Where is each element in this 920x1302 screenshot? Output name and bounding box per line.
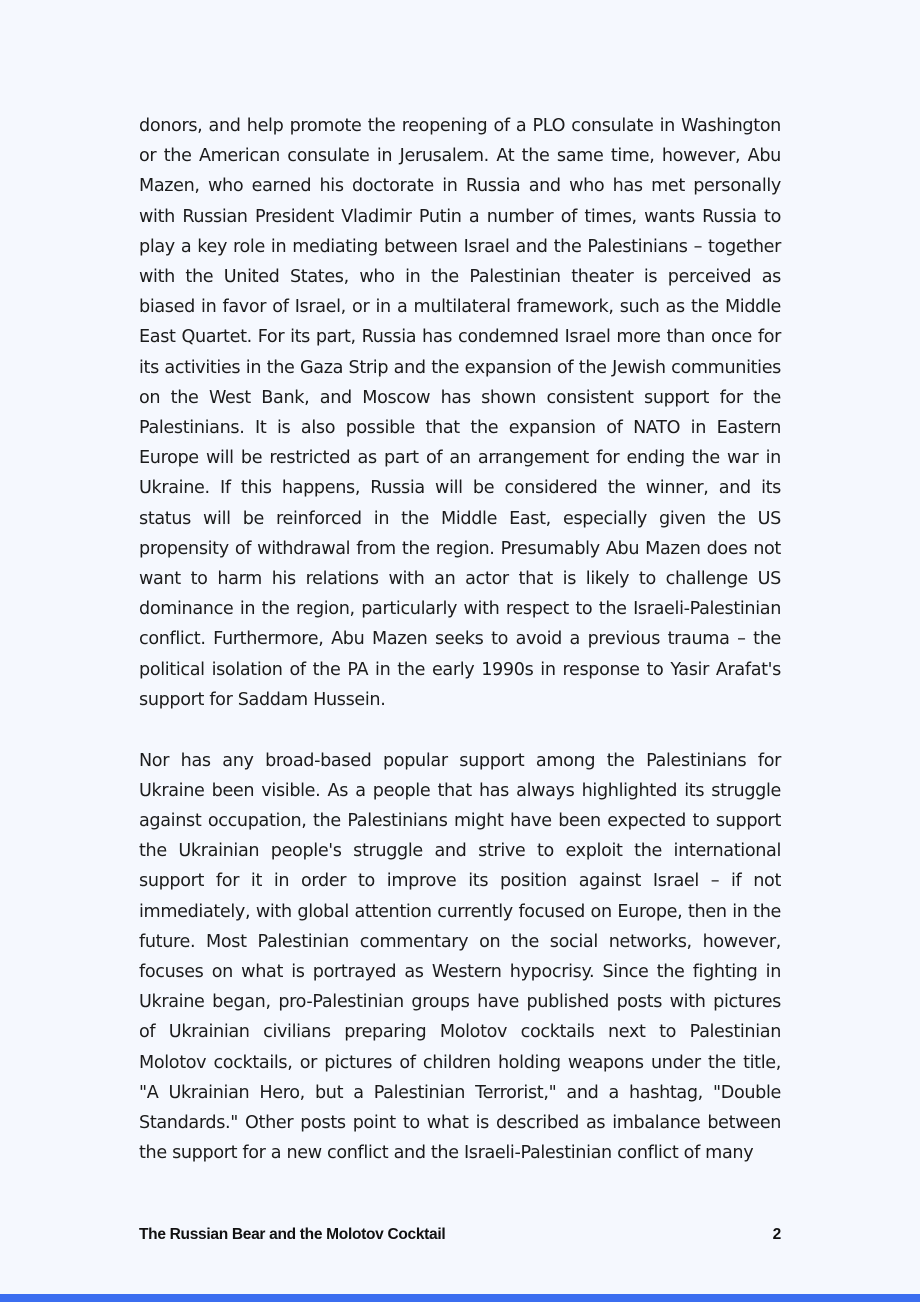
page-footer [139, 1224, 781, 1246]
document-body [139, 111, 781, 1168]
bottom-accent-bar [0, 1294, 920, 1302]
footer-page-number: 2 [772, 1226, 781, 1243]
body-paragraph-1: donors, and help promote the reopening of a PLO consulate in Washington or the American consulate in Jerusalem. At the same time, however, Abu Mazen, who earned his doctorate in Russia and who has met personally with Russian President Vladimir Putin a number of times, wants Russia to play a key role in mediating between Israel and the Palestinians – together with the United States, who in the Palestinian theater is perceived as biased in favor of Israel, or in a multilateral framework, such as the Middle East Quartet. For its part, Russia has condemned Israel more than once for its activities in the Gaza Strip and the expansion of the Jewish communities on the West Bank, and Moscow has shown consistent support for the Palestinians. It is also possible that the expansion of NATO in Eastern Europe will be restricted as part of an arrangement for ending the war in Ukraine. If this happens, Russia will be considered the winner, and its status will be reinforced in the Middle East, especially given the US propensity of withdrawal from the region. Presumably Abu Mazen does not want to harm his relations with an actor that is likely to challenge US dominance in the region, particularly with respect to the Israeli-Palestinian conflict. Furthermore, Abu Mazen seeks to avoid a previous trauma – the political isolation of the PA in the early 1990s in response to Yasir Arafat's support for Saddam Hussein. [139, 116, 781, 710]
body-paragraph-2: Nor has any broad-based popular support among the Palestinians for Ukraine been visible. As a people that has always highlighted its struggle against occupation, the Palestinians might have been expected to support the Ukrainian people's struggle and strive to exploit the international support for it in order to improve its position against Israel – if not immediately, with global attention currently focused on Europe, then in the future. Most Palestinian commentary on the social networks, however, focuses on what is portrayed as Western hypocrisy. Since the fighting in Ukraine began, pro-Palestinian groups have published posts with pictures of Ukrainian civilians preparing Molotov cocktails next to Palestinian Molotov cocktails, or pictures of children holding weapons under the title, "A Ukrainian Hero, but a Palestinian Terrorist," and a hashtag, "Double Standards." Other posts point to what is described as imbalance between the support for a new conflict and the Israeli-Palestinian conflict of many [139, 750, 781, 1164]
footer-document-title: The Russian Bear and the Molotov Cocktail [139, 1226, 446, 1243]
